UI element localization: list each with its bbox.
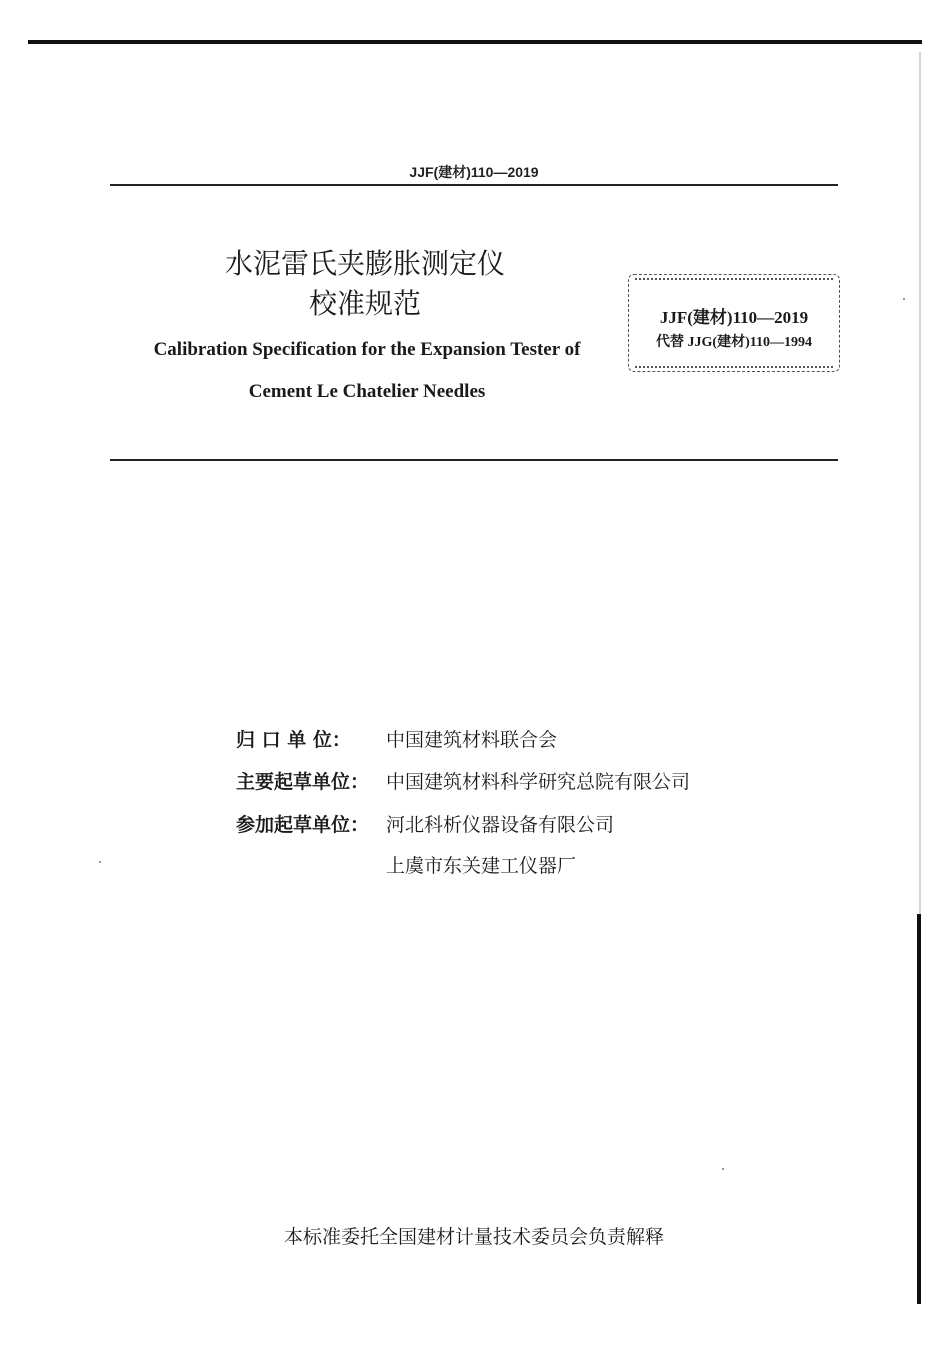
title-rule bbox=[110, 459, 838, 461]
scan-speck bbox=[722, 1168, 724, 1170]
scan-speck bbox=[903, 298, 905, 300]
org-row-participating-drafter bbox=[236, 810, 614, 837]
title-chinese-line2: 校准规范 bbox=[308, 287, 421, 320]
org-row-responsible bbox=[236, 725, 557, 752]
scan-edge-top bbox=[28, 40, 922, 44]
scan-edge-right-dark bbox=[917, 914, 921, 1304]
header-rule bbox=[110, 184, 838, 186]
org-row-main-drafter bbox=[236, 767, 690, 794]
scan-edge-right bbox=[919, 52, 921, 914]
title-english-line2: Cement Le Chatelier Needles bbox=[248, 381, 486, 402]
org-label: 参加起草单位： bbox=[236, 814, 370, 836]
standard-code-box bbox=[628, 274, 840, 372]
org-value: 上虞市东关建工仪器厂 bbox=[386, 855, 577, 877]
title-english-line1: Calibration Specification for the Expansion Tester of bbox=[153, 339, 581, 360]
org-value: 中国建筑材料联合会 bbox=[386, 729, 558, 751]
title-chinese-line1: 水泥雷氏夹膨胀测定仪 bbox=[224, 247, 505, 280]
scan-speck bbox=[99, 861, 101, 863]
org-label: 归 口 单 位： bbox=[236, 729, 351, 751]
code-box-code: JJF(建材)110—2019 bbox=[659, 308, 809, 327]
footer-note: 本标准委托全国建材计量技术委员会负责解释 bbox=[283, 1226, 664, 1248]
org-label: 主要起草单位： bbox=[236, 771, 370, 793]
org-value: 中国建筑材料科学研究总院有限公司 bbox=[386, 771, 691, 793]
org-value: 河北科析仪器设备有限公司 bbox=[386, 814, 615, 836]
code-box-border-bottom bbox=[635, 366, 833, 368]
code-box-border-top bbox=[635, 278, 833, 280]
code-box-replaces: 代替 JJG(建材)110—1994 bbox=[656, 335, 812, 350]
org-row-participating-drafter-2 bbox=[386, 851, 576, 878]
header-standard-code: JJF(建材)110—2019 bbox=[409, 164, 539, 180]
